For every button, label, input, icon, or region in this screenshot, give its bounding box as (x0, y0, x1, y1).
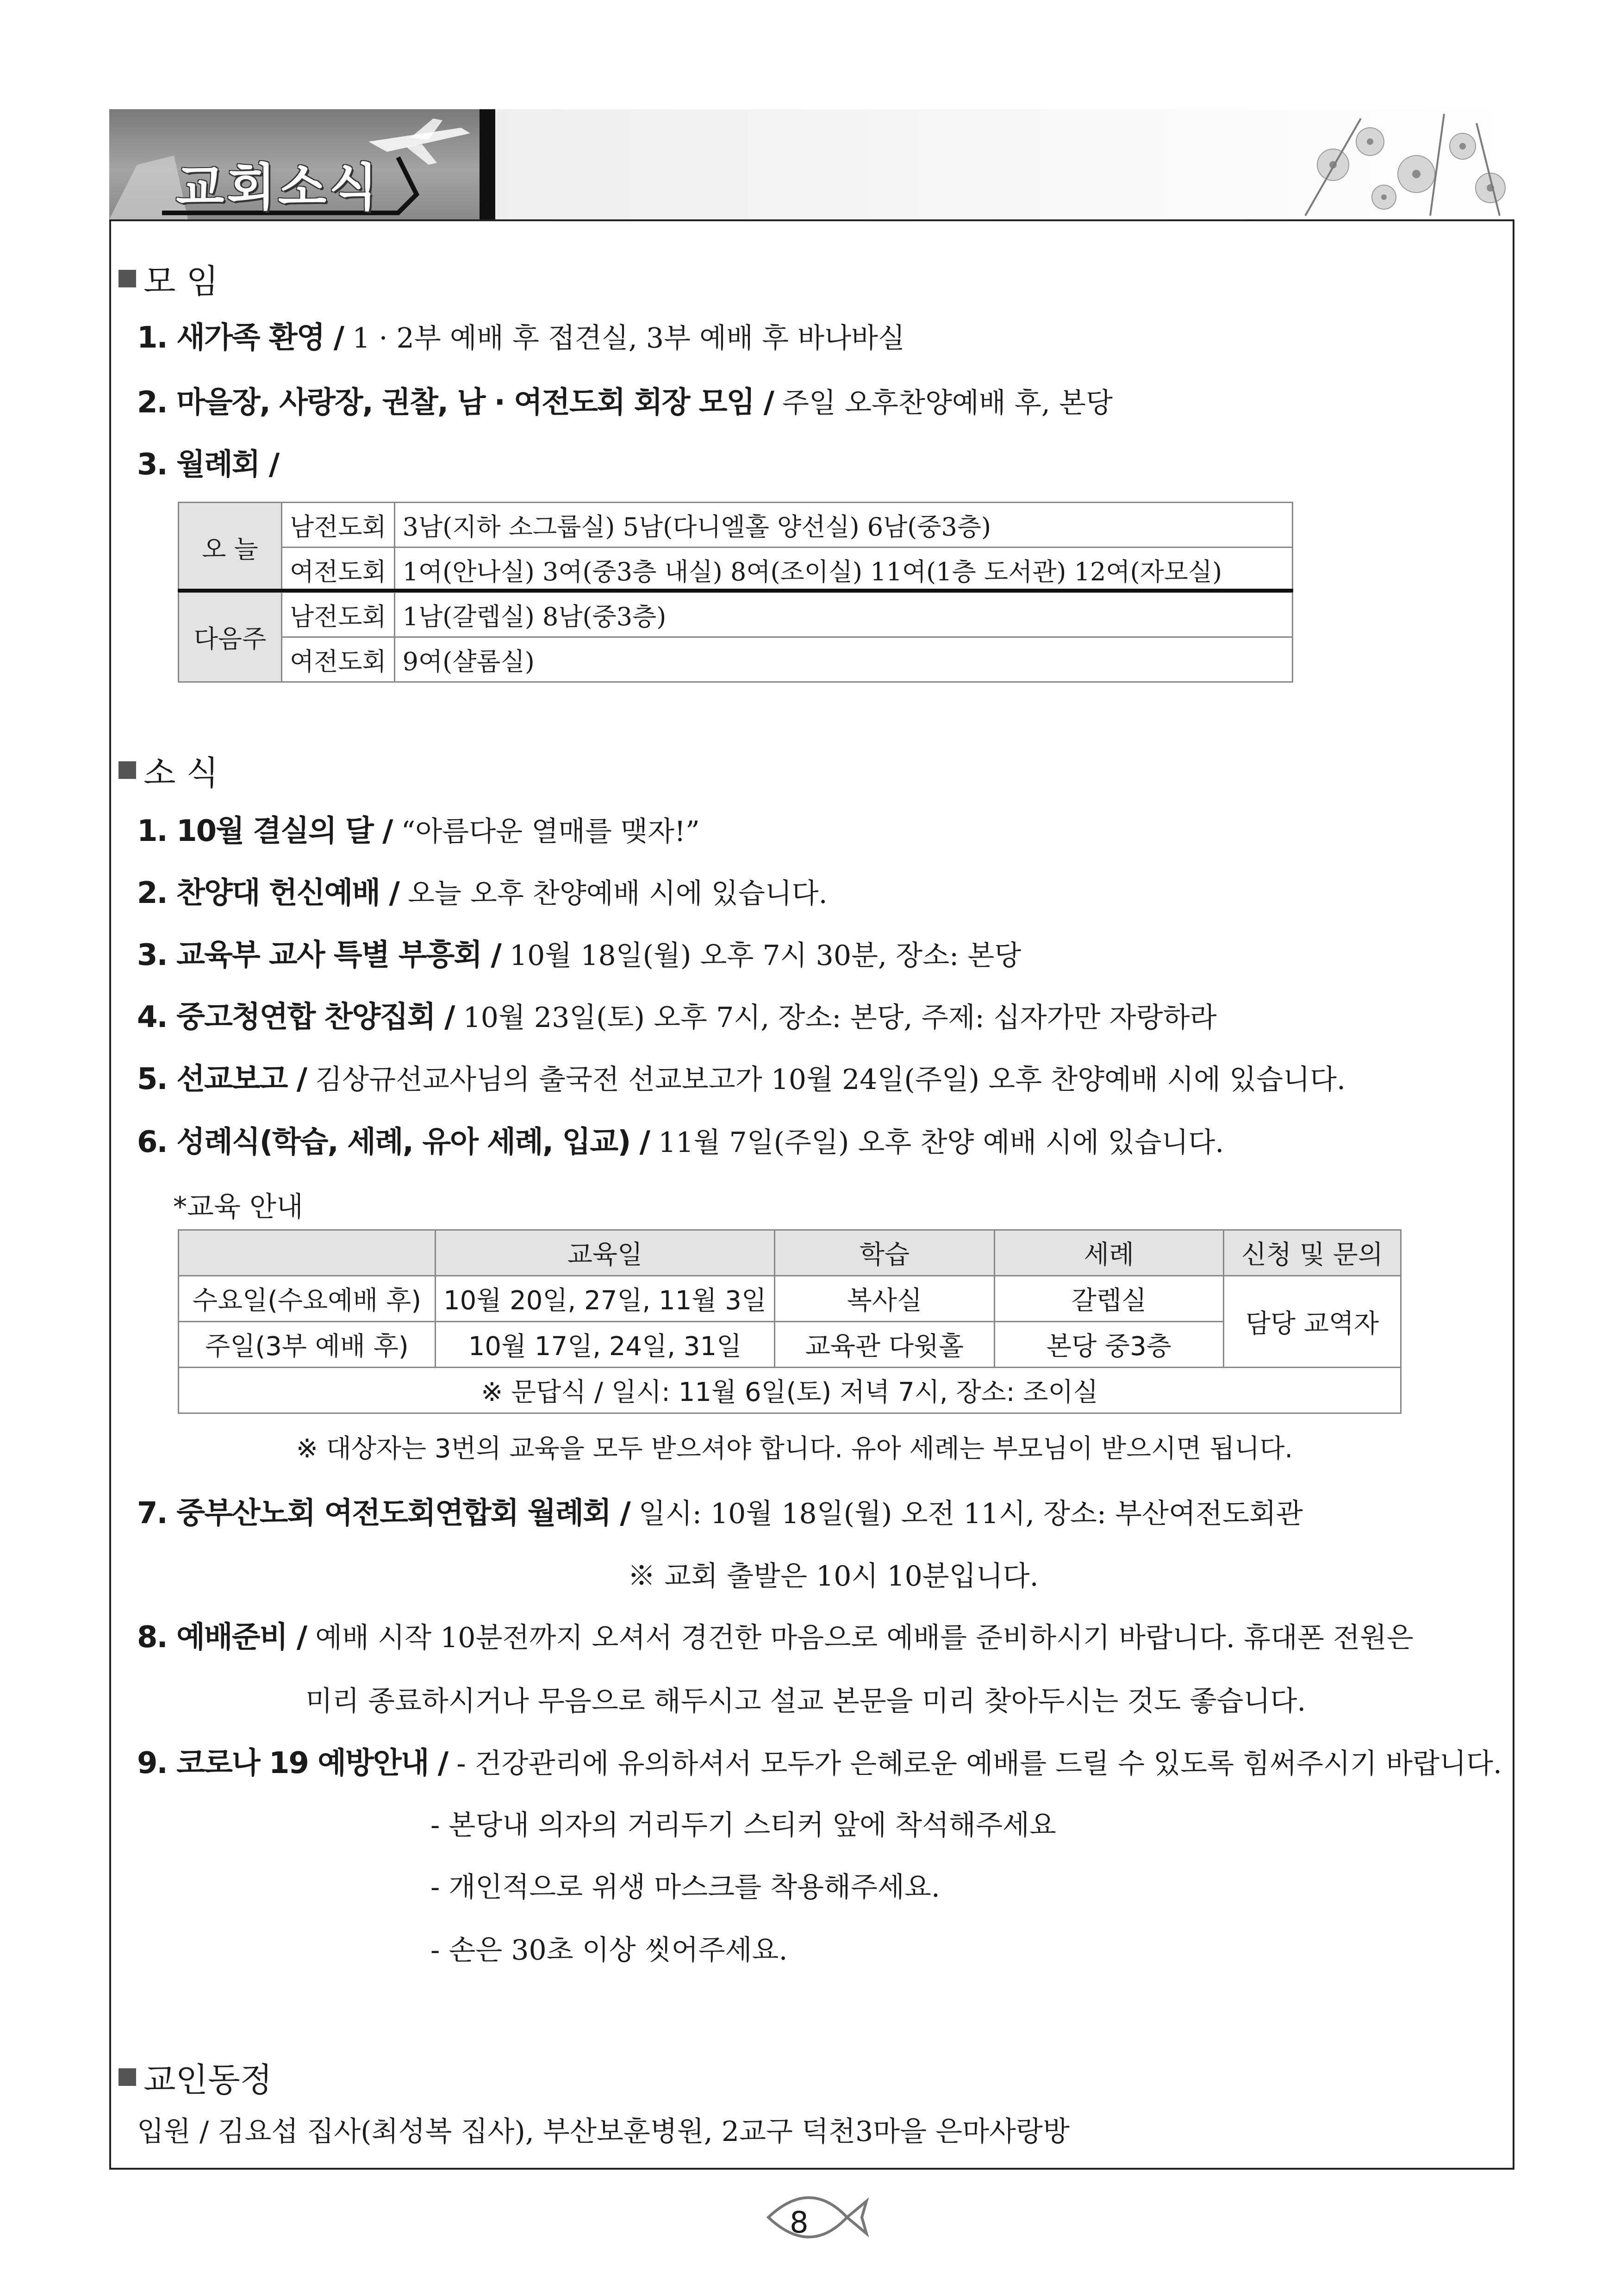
news-item-8 (137, 1619, 1414, 1656)
meeting-item-1 (137, 319, 905, 357)
item-label: 5. 선교보고 / (137, 1062, 307, 1096)
page-number: 8 (790, 2206, 809, 2240)
news-item-2 (137, 875, 828, 912)
table-footer-cell: ※ 문답식 / 일시: 11월 6일(토) 저녁 7시, 장소: 조이실 (179, 1368, 1401, 1413)
bullet-square-icon (118, 761, 136, 779)
item-9-bullet: - 손은 30초 이상 씻어주세요. (430, 1934, 788, 1966)
table-row (179, 1368, 1401, 1413)
table-cell: 교육관 다윗홀 (774, 1322, 994, 1368)
item-label: 2. 찬양대 헌신예배 / (137, 876, 399, 910)
education-table (178, 1229, 1402, 1414)
table-row (179, 637, 1293, 682)
table-cell: 9여(샬롬실) (394, 637, 1292, 682)
item-detail: 1 · 2부 예배 후 접견실, 3부 예배 후 바나바실 (343, 322, 905, 355)
section-title: 소 식 (143, 753, 218, 792)
page-title: 교회소식 (176, 159, 380, 217)
item-9-bullet: - 개인적으로 위생 마스크를 착용해주세요. (430, 1871, 940, 1904)
section-heading-members (118, 2053, 272, 2101)
table-header-cell: 교육일 (436, 1230, 775, 1276)
table-row (179, 592, 1293, 637)
news-item-9 (137, 1745, 1502, 1782)
table-row (179, 1322, 1401, 1368)
item-detail: 11월 7일(주일) 오후 찬양 예배 시에 있습니다. (649, 1126, 1224, 1159)
contact-cell: 담당 교역자 (1223, 1276, 1401, 1368)
table-cell: 수요일(수요예배 후) (179, 1276, 436, 1322)
item-7-note: ※ 교회 출발은 10시 10분입니다. (628, 1560, 1039, 1593)
item-label: 3. 교육부 교사 특별 부흥회 / (137, 938, 501, 972)
item-detail: 일시: 10월 18일(월) 오전 11시, 장소: 부산여전도회관 (629, 1498, 1303, 1530)
table-cell: 3남(지하 소그룹실) 5남(다니엘홀 양선실) 6남(중3층) (394, 503, 1292, 548)
table-row (179, 548, 1293, 592)
table-sub-cell: 남전도회 (282, 503, 395, 548)
item-detail: 주일 오후찬양예배 후, 본당 (773, 387, 1113, 419)
item-label: 3. 월례회 / (137, 448, 279, 482)
item-label: 6. 성례식(학습, 세례, 유아 세례, 입교) / (137, 1125, 650, 1159)
table-header-cell: 신청 및 문의 (1223, 1230, 1401, 1276)
table-cell: 갈렙실 (994, 1276, 1223, 1322)
item-detail: 예배 시작 10분전까지 오셔서 경건한 마음으로 예배를 준비하시기 바랍니다. 휴대폰 전원은 (306, 1622, 1414, 1654)
section-title: 교인동정 (143, 2060, 273, 2099)
news-item-1 (137, 813, 700, 850)
table-header-cell: 학습 (774, 1230, 994, 1276)
fish-icon (759, 2183, 870, 2252)
table-cell: 10월 17일, 24일, 31일 (436, 1322, 775, 1368)
meeting-item-3 (137, 446, 279, 484)
table-cell: 복사실 (774, 1276, 994, 1322)
news-item-4 (137, 999, 1217, 1036)
table-divider-line (178, 589, 1293, 592)
item-detail: 10월 18일(월) 오후 7시 30분, 장소: 본당 (500, 940, 1022, 972)
table-cell: 본당 중3층 (994, 1322, 1223, 1368)
table-sub-cell: 여전도회 (282, 637, 395, 682)
education-guide-title: *교육 안내 (173, 1191, 303, 1223)
item-label: 9. 코로나 19 예방안내 / (137, 1746, 448, 1780)
item-label: 1. 10월 결실의 달 / (137, 814, 393, 848)
table-header-cell (179, 1230, 436, 1276)
education-note: ※ 대상자는 3번의 교육을 모두 받으셔야 합니다. 유아 세례는 부모님이 받으시면 됩니다. (296, 1434, 1293, 1464)
table-cell: 주일(3부 예배 후) (179, 1322, 436, 1368)
table-row (179, 1276, 1401, 1322)
bullet-square-icon (118, 270, 136, 287)
section-heading-news (118, 746, 218, 794)
members-news-text: 입원 / 김요섭 집사(최성복 집사), 부산보훈병원, 2교구 덕천3마을 은마사랑방 (137, 2116, 1070, 2148)
item-detail: 오늘 오후 찬양예배 시에 있습니다. (399, 877, 828, 910)
news-item-5 (137, 1061, 1346, 1098)
item-label: 8. 예배준비 / (137, 1620, 307, 1655)
table-sub-cell: 남전도회 (282, 592, 395, 637)
item-label: 2. 마을장, 사랑장, 권찰, 남 · 여전도회 회장 모임 / (137, 386, 774, 420)
section-title: 모 임 (143, 262, 218, 301)
flower-decoration-icon (1277, 109, 1517, 219)
bullet-square-icon (118, 2068, 136, 2086)
table-cell: 1여(안나실) 3여(중3층 내실) 8여(조이실) 11여(1층 도서관) 12여(자모실) (394, 548, 1292, 592)
table-header-cell: 세례 (994, 1230, 1223, 1276)
item-label: 4. 중고청연합 찬양집회 / (137, 1000, 455, 1034)
table-header-row (179, 1230, 1401, 1276)
table-cell: 1남(갈렙실) 8남(중3층) (394, 592, 1292, 637)
item-8-continuation: 미리 종료하시거나 무음으로 해두시고 설교 본문을 미리 찾아두시는 것도 좋습니다. (305, 1685, 1306, 1717)
section-heading-meetings (118, 255, 218, 303)
table-sub-cell: 여전도회 (282, 548, 395, 592)
meeting-item-2 (137, 384, 1113, 422)
table-group-cell: 다음주 (179, 592, 282, 682)
table-cell: 10월 20일, 27일, 11월 3일 (436, 1276, 775, 1322)
item-detail: 10월 23일(토) 오후 7시, 장소: 본당, 주제: 십자가만 자랑하라 (454, 1002, 1217, 1034)
item-detail: “아름다운 열매를 맺자!” (392, 815, 700, 848)
item-label: 7. 중부산노회 여전도회연합회 월례회 / (137, 1496, 630, 1531)
table-row (179, 503, 1293, 548)
table-group-cell: 오 늘 (179, 503, 282, 592)
news-item-3 (137, 937, 1021, 974)
news-item-7 (137, 1495, 1303, 1532)
item-detail: - 건강관리에 유의하셔서 모두가 은혜로운 예배를 드릴 수 있도록 힘써주시기 바랍니다. (448, 1748, 1502, 1780)
item-detail: 김상규선교사님의 출국전 선교보고가 10월 24일(주일) 오후 찬양예배 시에 있습니다. (306, 1064, 1346, 1096)
news-item-6 (137, 1124, 1224, 1161)
item-9-bullet: - 본당내 의자의 거리두기 스티커 앞에 착석해주세요 (430, 1809, 1056, 1842)
item-label: 1. 새가족 환영 / (137, 321, 344, 355)
